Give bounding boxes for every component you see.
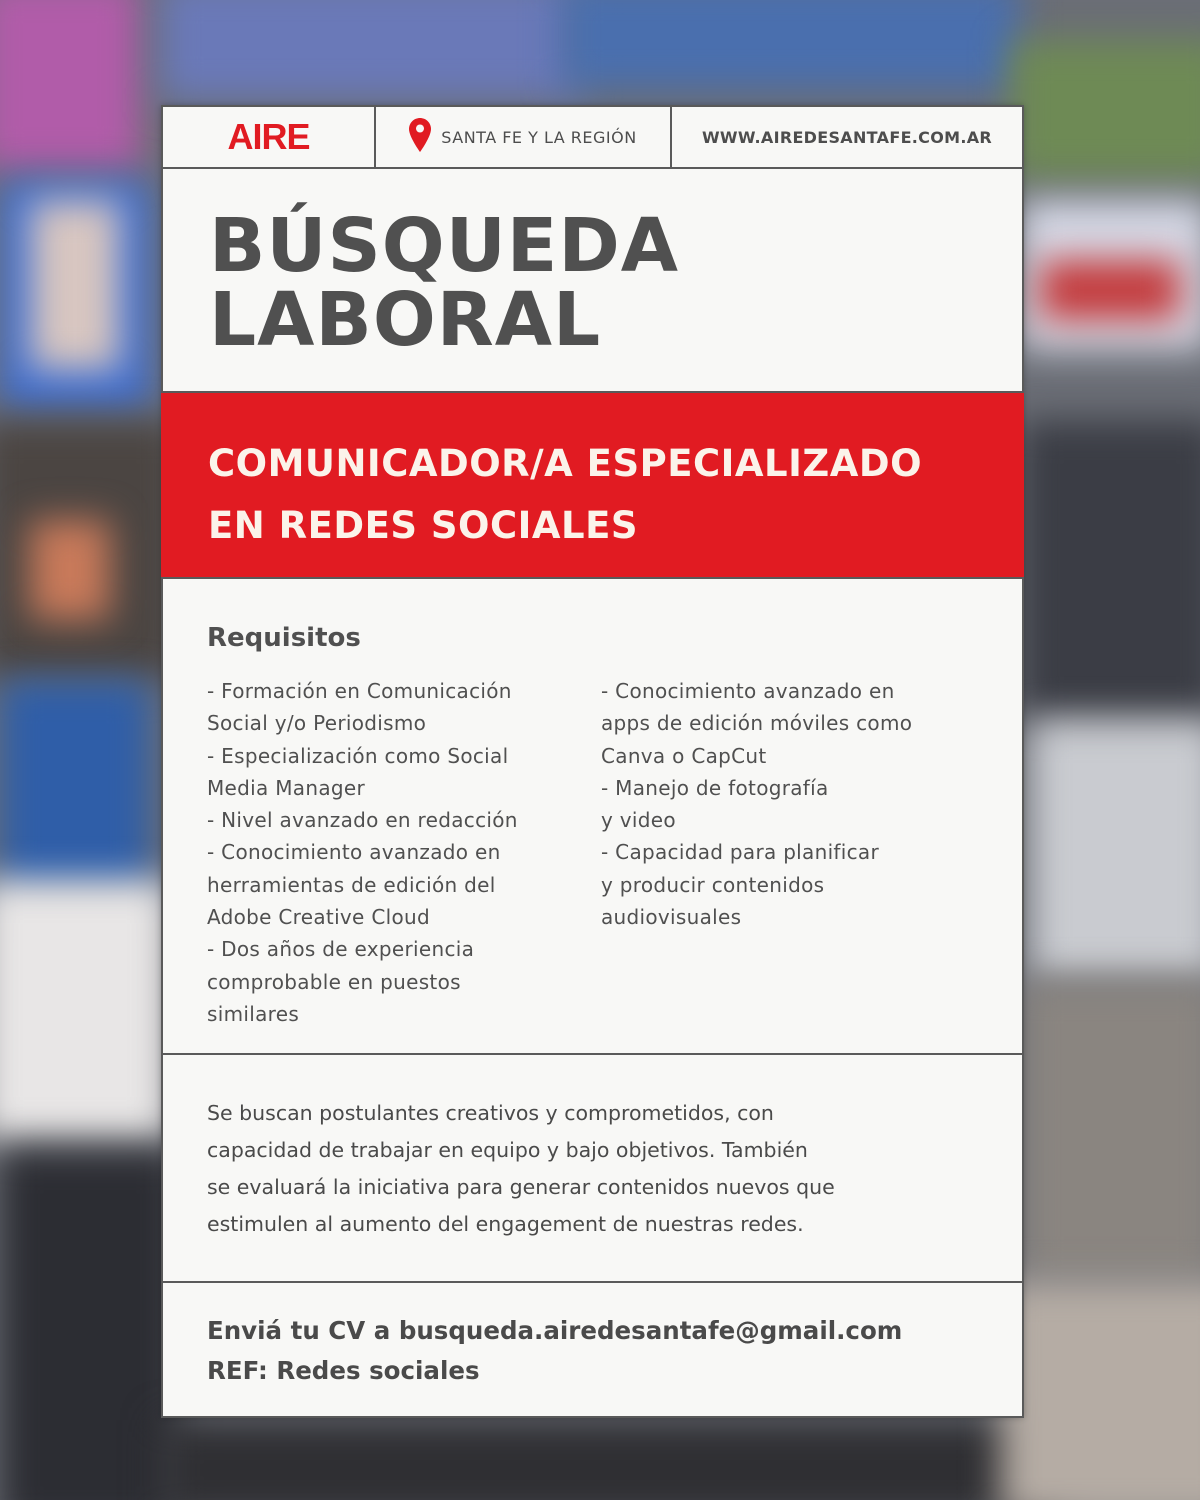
position-line-1: COMUNICADOR/A ESPECIALIZADO	[208, 442, 923, 485]
requirement-line: - Formación en Comunicación	[207, 679, 512, 703]
requirement-line: herramientas de edición del	[207, 872, 496, 897]
requirement-line: - Manejo de fotografía	[601, 775, 829, 800]
requirement-line: - Conocimiento avanzado en	[601, 679, 895, 703]
requirement-line: Canva o CapCut	[601, 743, 767, 768]
requirements-heading: Requisitos	[207, 623, 361, 653]
map-pin-icon	[409, 118, 431, 156]
requirements-right-column	[601, 675, 961, 933]
logo-cell	[163, 107, 376, 167]
reference-label: REF: Redes sociales	[207, 1356, 480, 1385]
contact-text	[207, 1311, 902, 1391]
job-posting-card	[161, 105, 1024, 1418]
requirement-line: - Nivel avanzado en redacción	[207, 808, 518, 833]
description-line: capacidad de trabajar en equipo y bajo objetivos. También	[207, 1138, 808, 1162]
requirement-line: - Capacidad para planificar	[601, 840, 880, 865]
requirement-line: comprobable en puestos	[207, 969, 461, 994]
website-cell	[672, 107, 1022, 167]
requirement-line: audiovisuales	[601, 905, 742, 930]
requirement-line: - Especialización como Social	[207, 743, 509, 768]
position-line-2: EN REDES SOCIALES	[208, 504, 639, 547]
requirement-line: apps de edición móviles como	[601, 711, 913, 736]
card-header	[163, 107, 1022, 169]
contact-section	[163, 1283, 1022, 1416]
title-section	[163, 169, 1022, 391]
title-line-1: BÚSQUEDA	[209, 203, 680, 289]
requirement-line: - Dos años de experiencia	[207, 937, 475, 962]
title-line-2: LABORAL	[209, 277, 602, 363]
description-section	[163, 1055, 1022, 1283]
page-title	[209, 203, 680, 363]
description-line: Se buscan postulantes creativos y comprometidos, con	[207, 1101, 774, 1125]
description-line: se evaluará la iniciativa para generar contenidos nuevos que	[207, 1175, 835, 1199]
position-title	[208, 433, 922, 557]
requirement-line: similares	[207, 1001, 300, 1026]
location-cell	[376, 107, 672, 167]
requirements-left-column	[207, 675, 567, 1030]
description-text	[207, 1095, 967, 1243]
requirement-line: y producir contenidos	[601, 872, 825, 897]
requirement-line: y video	[601, 808, 676, 833]
website-link[interactable]: WWW.AIREDESANTAFE.COM.AR	[701, 127, 993, 147]
requirement-line: Media Manager	[207, 775, 365, 800]
location-label: SANTA FE Y LA REGIÓN	[441, 127, 637, 147]
description-line: estimulen al aumento del engagement de nuestras redes.	[207, 1212, 804, 1236]
send-cv-email[interactable]: Enviá tu CV a busqueda.airedesantafe@gmail.com	[207, 1316, 903, 1345]
requirements-section	[163, 579, 1022, 1055]
position-banner	[161, 391, 1024, 579]
requirement-line: - Conocimiento avanzado en	[207, 840, 501, 865]
requirement-line: Social y/o Periodismo	[207, 711, 427, 736]
requirement-line: Adobe Creative Cloud	[207, 905, 430, 930]
aire-logo: AIRE	[227, 116, 310, 157]
